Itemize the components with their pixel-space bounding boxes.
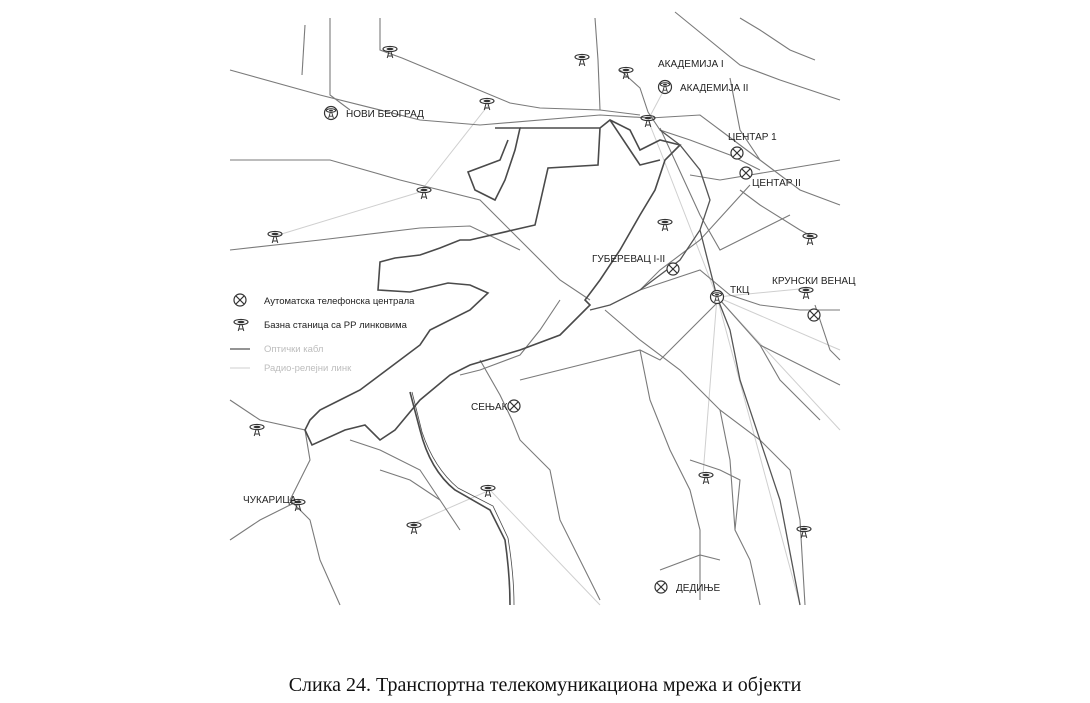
label-dedinje: ДЕДИЊЕ bbox=[676, 583, 721, 594]
centar-2-icon bbox=[740, 167, 752, 179]
label-centar-2: ЦЕНТАР II bbox=[752, 178, 801, 189]
label-centar-1: ЦЕНТАР 1 bbox=[728, 132, 777, 143]
radio-links bbox=[275, 88, 840, 605]
base-station-icon bbox=[619, 67, 633, 79]
krunski-venac-icon bbox=[808, 309, 820, 321]
base-station-icon bbox=[417, 187, 431, 199]
label-krunski-venac: КРУНСКИ ВЕНАЦ bbox=[772, 276, 856, 287]
gubarevac-icon bbox=[667, 263, 679, 275]
akademija-2-icon bbox=[659, 81, 672, 94]
base-station-icon bbox=[699, 472, 713, 484]
label-senjak: СЕЊАК bbox=[471, 402, 508, 413]
centar-1-icon bbox=[731, 147, 743, 159]
label-cukarica: ЧУКАРИЦА bbox=[243, 495, 297, 506]
senjak-icon bbox=[508, 400, 520, 412]
base-station-icon bbox=[575, 54, 589, 66]
label-akademija-2: АКАДЕМИЈА II bbox=[680, 83, 749, 94]
legend-base-station-icon bbox=[234, 319, 248, 331]
figure-caption: Слика 24. Транспортна телекомуникациона мрежа и објекти bbox=[288, 674, 802, 696]
dedinje-icon bbox=[655, 581, 667, 593]
legend-base-station-label: Базна станица са РР линковима bbox=[264, 320, 407, 331]
tkc-icon bbox=[711, 291, 724, 304]
novi-beograd-icon bbox=[325, 107, 338, 120]
fiber-lines bbox=[590, 130, 800, 605]
base-station-icon bbox=[803, 233, 817, 245]
legend bbox=[230, 294, 415, 374]
base-station-icon bbox=[250, 424, 264, 436]
zone-boundary bbox=[305, 120, 680, 605]
label-novi-beograd: НОВИ БЕОГРАД bbox=[346, 109, 424, 120]
legend-radio-label: Радио-релејни линк bbox=[264, 363, 352, 374]
legend-exchange-label: Аутоматска телефонска централа bbox=[264, 296, 415, 307]
base-station-icon bbox=[268, 231, 282, 243]
base-station-icon bbox=[480, 98, 494, 110]
streets bbox=[230, 12, 840, 605]
base-station-icon bbox=[658, 219, 672, 231]
base-station-icon bbox=[407, 522, 421, 534]
label-gubarevac: ГУБЕРЕВАЦ I-II bbox=[592, 254, 666, 265]
legend-exchange-icon bbox=[234, 294, 246, 306]
label-tkc: ТКЦ bbox=[730, 285, 750, 296]
legend-fiber-label: Оптички кабл bbox=[264, 344, 324, 355]
label-akademija-1: АКАДЕМИЈА I bbox=[658, 59, 724, 70]
base-station-icon bbox=[797, 526, 811, 538]
